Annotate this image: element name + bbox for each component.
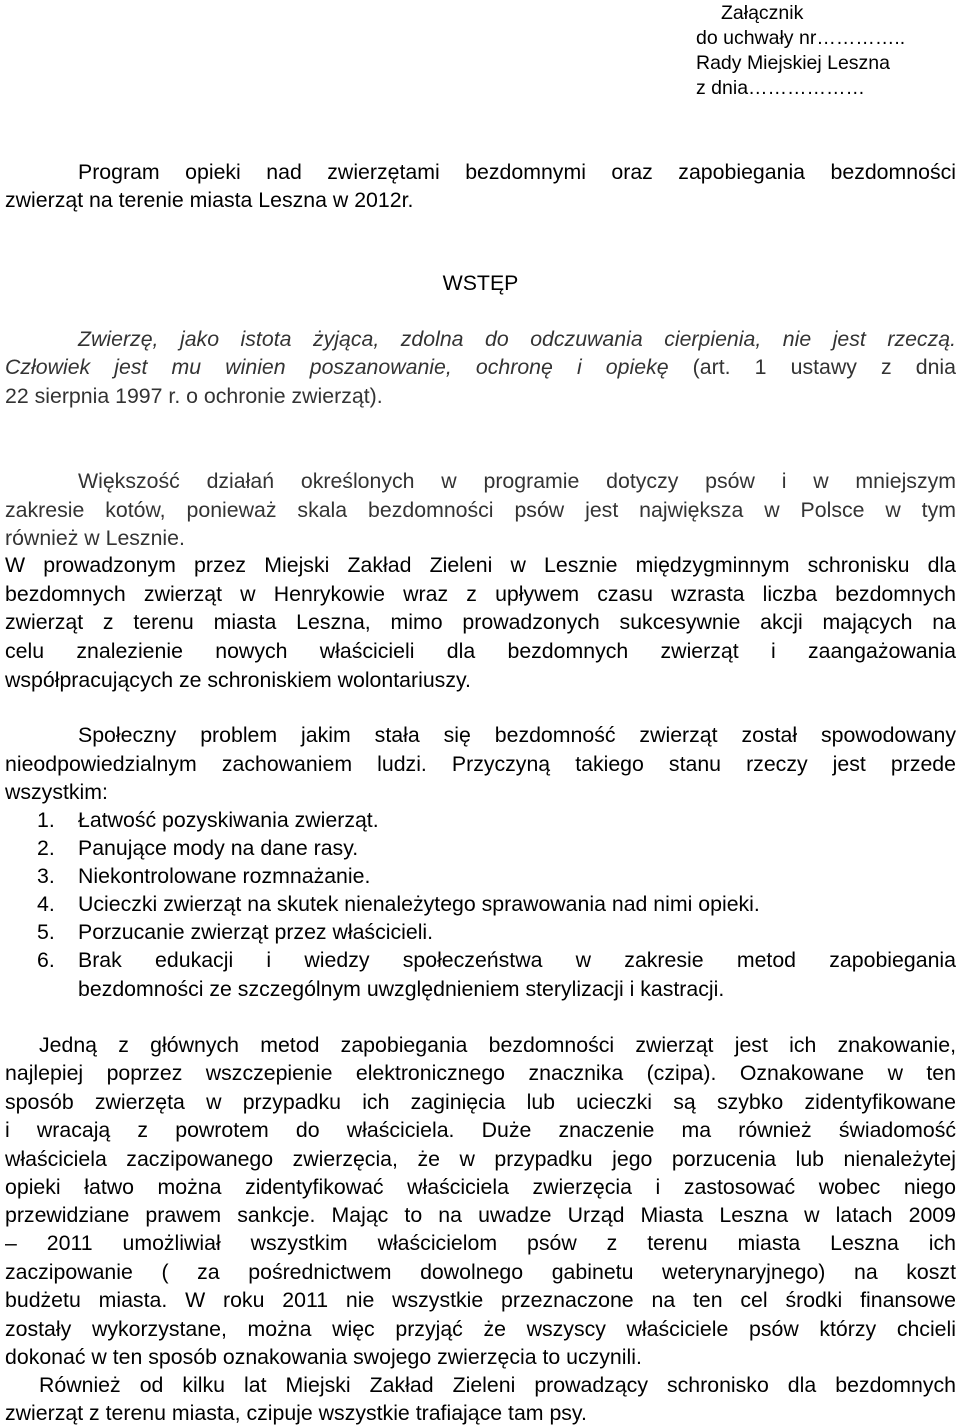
paragraph-line: właściciela zaczipowanego zwierzęcia, że w przypadku jego porzucenia lub nienależytej: [5, 1147, 956, 1171]
paragraph-line: Większość działań określonych w programie dotyczy psów i w mniejszym: [78, 469, 956, 493]
paragraph-line: nieodpowiedzialnym zachowaniem ludzi. Przyczyną takiego stanu rzeczy jest przede: [5, 752, 956, 776]
list-number: 1.: [37, 808, 55, 832]
paragraph-line: wszystkim:: [5, 780, 108, 804]
paragraph-line: opieki łatwo można zidentyfikować właściciela zwierzęcia i zastosować wobec niego: [5, 1175, 956, 1199]
section-heading: WSTĘP: [442, 271, 519, 295]
list-text: Łatwość pozyskiwania zwierząt.: [78, 808, 379, 832]
paragraph-line: Jedną z głównych metod zapobiegania bezdomności zwierząt jest ich znakowanie,: [39, 1033, 956, 1057]
intro-italic: Człowiek jest mu winien poszanowanie, ochronę i opiekę: [5, 355, 669, 379]
paragraph-line: i wracają z powrotem do właściciela. Duże znaczenie ma również świadomość: [5, 1118, 956, 1142]
paragraph-line: W prowadzonym przez Miejski Zakład Zieleni w Lesznie międzygminnym schronisku dla: [5, 553, 956, 577]
resolution-date: z dnia………………: [696, 77, 866, 99]
list-number: 4.: [37, 892, 55, 916]
paragraph-line: bezdomnych zwierząt w Henrykowie wraz z upływem czasu wzrasta liczba bezdomnych: [5, 582, 956, 606]
paragraph-line: budżetu miasta. W roku 2011 nie wszystkie przeznaczone na ten cel środki finansowe: [5, 1288, 956, 1312]
paragraph-line: zwierząt z terenu miasta Leszna, mimo prowadzonych sukcesywnie akcji mających na: [5, 610, 956, 634]
list-text: Brak edukacji i wiedzy społeczeństwa w zakresie metod zapobiegania: [78, 948, 956, 972]
intro-line: 22 sierpnia 1997 r. o ochronie zwierząt).: [5, 384, 383, 408]
list-number: 5.: [37, 920, 55, 944]
intro-line: Zwierzę, jako istota żyjąca, zdolna do odczuwania cierpienia, nie jest rzeczą.: [78, 327, 956, 351]
paragraph-line: zostały wykorzystane, można więc przyjąć że wszyscy właściciele psów którzy chcieli: [5, 1317, 956, 1341]
paragraph-line: sposób zwierzęta w przypadku ich zaginięcia lub ucieczki są szybko zidentyfikowane: [5, 1090, 956, 1114]
list-number: 2.: [37, 836, 55, 860]
paragraph-line: – 2011 umożliwiał wszystkim właścicielom psów z terenu miasta Leszna ich: [5, 1231, 956, 1255]
attachment-label: Załącznik: [721, 2, 804, 24]
list-text: Ucieczki zwierząt na skutek nienależytego sprawowania nad nimi opieki.: [78, 892, 760, 916]
paragraph-line: Również od kilku lat Miejski Zakład Zieleni prowadzący schronisko dla bezdomnych: [39, 1373, 956, 1397]
paragraph-line: przewidziane prawem sankcje. Mając to na uwadze Urząd Miasta Leszna w latach 2009: [5, 1203, 956, 1227]
paragraph-line: celu znalezienie nowych właścicieli dla bezdomnych zwierząt i zaangażowania: [5, 639, 956, 663]
list-text: Niekontrolowane rozmnażanie.: [78, 864, 371, 888]
paragraph-line: najlepiej poprzez wszczepienie elektronicznego znacznika (czipa). Oznakowane w ten: [5, 1061, 956, 1085]
paragraph-line: zwierząt z terenu miasta, czipuje wszystkie trafiające tam psy.: [5, 1401, 587, 1425]
paragraph-line: Społeczny problem jakim stała się bezdomność zwierząt został spowodowany: [78, 723, 956, 747]
paragraph-line: również w Lesznie.: [5, 526, 185, 550]
title-line: Program opieki nad zwierzętami bezdomnymi oraz zapobiegania bezdomności: [78, 160, 956, 184]
list-number: 6.: [37, 948, 55, 972]
list-text: Porzucanie zwierząt przez właścicieli.: [78, 920, 434, 944]
resolution-number: do uchwały nr…………..: [696, 27, 906, 49]
intro-rest: (art. 1 ustawy z dnia: [668, 355, 956, 379]
list-number: 3.: [37, 864, 55, 888]
list-text-continued: bezdomności ze szczególnym uwzględnieniem sterylizacji i kastracji.: [78, 977, 725, 1001]
list-text: Panujące mody na dane rasy.: [78, 836, 359, 860]
council-name: Rady Miejskiej Leszna: [696, 52, 891, 74]
paragraph-line: współpracujących ze schroniskiem wolontariuszy.: [5, 668, 471, 692]
paragraph-line: zaczipowanie ( za pośrednictwem dowolnego gabinetu weterynaryjnego) na koszt: [5, 1260, 956, 1284]
paragraph-line: zakresie kotów, ponieważ skala bezdomności psów jest największa w Polsce w tym: [5, 498, 956, 522]
title-line: zwierząt na terenie miasta Leszna w 2012r.: [5, 188, 414, 212]
paragraph-line: dokonać w ten sposób oznakowania swojego zwierzęcia to uczynili.: [5, 1345, 642, 1369]
